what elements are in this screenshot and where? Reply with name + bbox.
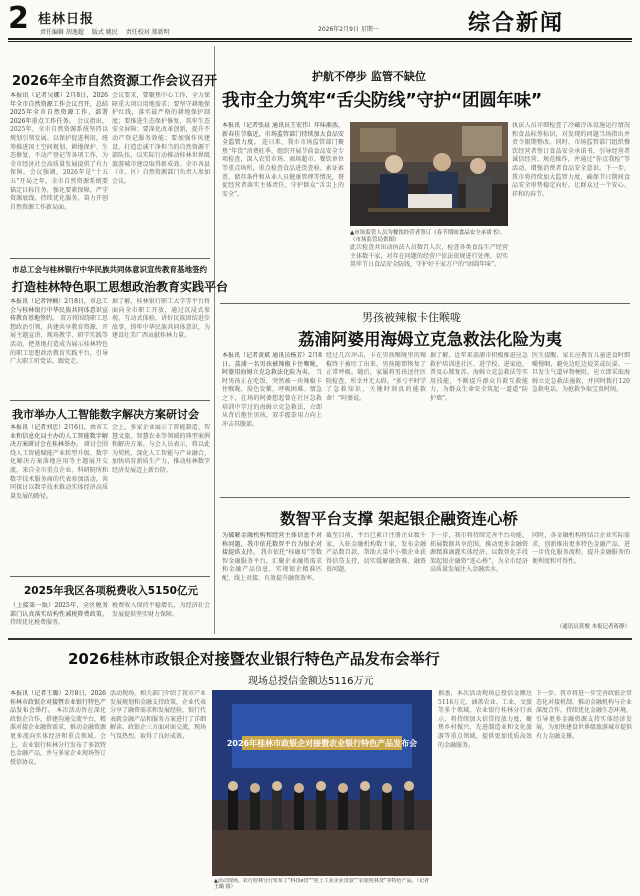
digital-headline: 数智平台支撑 架起银企融资连心桥 xyxy=(280,510,518,528)
article-body: （上接第一版）2025年，全区税务部门认真落实结构性减税降费政策。 持续优化税费服务。 xyxy=(10,602,108,627)
article-lead: 本报讯（记者张晨 通讯员王宏伟）年味渐浓，新春佳节临近，市场监管部门持续加大食品安全监管力度。 xyxy=(222,122,344,147)
article-byline: （通讯员黄俊 本报记者蒋静） xyxy=(556,624,630,630)
main-kicker: 护航不停步 监管不缺位 xyxy=(312,70,426,83)
article-body: 执法人员详细检查了冷藏冷冻设施运行情况和食品标签标识，对发现的问题当场指出并责令限期整改。同时，市场监管部门组织餐饮经营者签订食品安全承诺书，引导经营者诚信经营、规范操作，并通过“你点我检”等活动，增强消费者食品安全意识。下一步，我市将持续加大监管力度，确保节日期间食品安全形势稳定向好，让群众过一个安心、祥和的春节。 xyxy=(512,122,630,198)
article-body: 据了解，桂林银行职工大学等平台将面向全市职工开放，通过沉浸式参观、互动式体验，讲好民族团结进步故事，铸牢中华民族共同体意识，为建设壮美广西贡献桂林力量。 xyxy=(112,298,210,340)
article-body: 税费收入保持平稳增长，为经济社会发展提供坚实财力保障。 xyxy=(112,602,210,618)
page-number: 2 xyxy=(8,1,29,36)
article-body: 医生提醒，家长应教育儿童进食时细嚼慢咽，避免边吃边说笑或玩耍。一旦发生气道异物梗阻，应立即采取海姆立克急救法施救，并同时拨打120急救电话，为抢救争取宝贵时间。 xyxy=(532,352,630,394)
paper-name: 桂林日报 xyxy=(38,12,95,27)
photo-caption: ▲市场监管人员为餐饮经营者签订《春节期间食品安全承诺书》。（市场监管局供图） xyxy=(350,230,506,243)
headline-union-signing: 打造桂林特色职工思想政治教育实践平台 xyxy=(12,280,229,294)
masthead-rule xyxy=(8,38,632,40)
kicker-union-signing: 市总工会与桂林银行中华民族共同体意识宣传教育基地签约 xyxy=(12,265,207,274)
article-body: 经过几次冲击，卡在男孩喉咙里的辣椒终于被吐了出来，男孩随即恢复了正常呼吸。随后，家属将男孩送往医院检查，所幸并无大碍。“多亏平时学了急救知识，关键时刻真的能救命！”阿婆说。 xyxy=(326,352,426,402)
editor-credits xyxy=(40,27,176,36)
publication-date: 2026年2月9日 星期一 xyxy=(318,26,379,33)
column-divider xyxy=(214,46,215,634)
headline-ai-seminar: 我市举办人工智能数字解决方案研讨会 xyxy=(12,408,199,421)
article-lead: 本报讯（记者黄斌 通讯员杨芳）2月8日，荔浦一名男孩被辣椒卡住喉咙，阿婆用海姆立克急救法化险为夷。 xyxy=(222,352,322,377)
article-body: 为破解金融机构和经营主体信息不对称问题，我市依托数智平台为银企对接提供支持。 我市依托“桂融易”等数智金融服务平台，汇聚企业融资需求和金融产品信息，实现银企精准匹配、线上对接，有效提升融资效率。 xyxy=(222,532,322,582)
article-body: 本报讯（记者钟楠）2月8日，市总工会与桂林银行中华民族共同体意识宣传教育基地签约。 双方将围绕职工思想政治引领，共建共享教育资源，开展主题宣讲、现场教学、研学实践等活动，把基地打造成为展示桂林特色的职工思想政治教育实践平台，引导广大职工听党话、跟党走。 xyxy=(10,298,108,366)
masthead-rule xyxy=(8,41,632,42)
article-body: 本报讯（记者刘忠）2月6日，由市工业和信息化局主办的人工智能数字解决方案研讨会在桂林举办。 研讨会围绕人工智能赋能产业转型升级、数字化解决方案落地应用等主题展开交流，来自全市重点企业、科研院所和数字技术服务商的代表参加活动，共同探讨以数字技术推动实体经济高质量发展的路径。 xyxy=(10,424,108,500)
article-body: 活动现场，相关部门介绍了我市产业发展规划和金融支持政策，企业代表分享了融资需求和发展经验，银行代表就金融产品和服务方案进行了详细解读。政银企三方面对面交流，现场气氛热烈，取得了良好成效。 xyxy=(110,690,206,740)
headline-tax-revenue: 2025年我区各项税费收入5150亿元 xyxy=(24,585,198,597)
article-lead: 为破解金融机构和经营主体信息不对称问题，我市依托数智平台为银企对接提供支持。 xyxy=(222,532,322,557)
bottom-photo-caption: ▲活动现场，农行桂林分行发布了“科技e贷”“桂上工业企业贷款”“农银桂林贷”等特色产品。（记者王璐 摄） xyxy=(214,878,429,890)
article-body: 会上，多家企业展示了智能制造、智慧文旅、智慧农业等领域的典型案例和解决方案。与会人员表示，将以此为契机，深化人工智能与产业融合，加快培育新质生产力，推动桂林数字经济发展迈上新台阶。 xyxy=(112,424,210,474)
masthead xyxy=(8,1,632,44)
article-lead: （上接第一版）2025年，全区税务部门认真落实结构性减税降费政策。 xyxy=(10,602,108,618)
main-headline: 我市全力筑牢“舌尖防线”守护“团圆年味” xyxy=(222,91,543,111)
bottom-section-rule xyxy=(8,638,632,640)
article-body: 会议要求，要聚焦中心工作，全力保障重大项目用地需求；要坚守耕地保护红线，落实最严格的耕地保护制度；要推进生态保护修复，筑牢生态安全屏障；要深化改革创新，提升不动产登记服务效能；要加强作风建设，打造忠诚干净担当的自然资源干部队伍，以实际行动推动桂林世界级旅游城市建设取得新成效。全市各县（市、区）自然资源部门负责人参加会议。 xyxy=(112,92,210,185)
article-body: 本报讯（记者张晨 通讯员王宏伟）年味渐浓，新春佳节临近，市场监管部门持续加大食品安全监管力度。 连日来，我市市场监管部门聚焦“年货”消费旺季，组织开展节前食品安全专项检查，深入农贸市场、商场超市、餐饮单位等重点场所，重点检查食品进货查验、索证索票、储存条件和从业人员健康管理等情况，督促经营者落实主体责任，守护群众“舌尖上的安全”。 xyxy=(222,122,344,198)
rescue-headline: 荔浦阿婆用海姆立克急救法化险为夷 xyxy=(298,330,562,349)
article-body: 本报讯（记者黄斌 通讯员杨芳）2月8日，荔浦一名男孩被辣椒卡住喉咙，阿婆用海姆立克急救法化险为夷。 当时男孩正在吃饭，突然被一块辣椒卡住喉咙，脸色发紫，呼吸困难。情急之下，在场的阿婆想起曾在社区急救培训中学过的海姆立克急救法，立即从背后抱住男孩，双手握拳用力向上冲击其腹部。 xyxy=(222,352,322,428)
headline-resources-meeting: 2026年全市自然资源工作会议召开 xyxy=(12,74,218,89)
bottom-photo xyxy=(212,690,432,876)
article-lead: 本报讯（记者钟楠）2月8日，市总工会与桂林银行中华民族共同体意识宣传教育基地签约。 xyxy=(10,298,108,323)
article-body: 本报讯（记者王璐）2月8日，2026桂林市政银企对接暨农业银行特色产品发布会举行。 本次活动旨在深化政银企合作，搭建沟通交流平台，精准对接企业融资需求，推动金融资源更多流向实体经济和重点领域。会上，农业银行桂林分行发布了多款特色金融产品，并与多家企业现场签订授信协议。 xyxy=(10,690,106,766)
article-lead: 本报讯（记者刘忠）2月6日，由市工业和信息化局主办的人工智能数字解决方案研讨会在桂林举办。 xyxy=(10,424,108,449)
article-separator xyxy=(220,497,630,498)
bottom-headline: 2026桂林市政银企对接暨农业银行特色产品发布会举行 xyxy=(68,650,440,668)
bottom-subtitle: 现场总授信金额达5116万元 xyxy=(248,676,374,687)
editor-credit: 版式 姚民 xyxy=(91,29,118,36)
article-lead: 本报讯（记者吴娜）2月8日，2026年全市自然资源工作会议召开，总结2025年全市自然资源工作，部署2026年重点工作任务。 xyxy=(10,92,108,125)
article-body: 据了解，近年来荔浦市积极推进应急救护培训进社区、进学校、进家庭，普及心肺复苏、海姆立克急救法等实用技能，不断提升群众自救互救能力，为群众生命安全筑起一道道“防护墙”。 xyxy=(430,352,528,402)
rescue-kicker: 男孩被辣椒卡住喉咙 xyxy=(362,311,461,324)
editor-credit: 责任校对 郑新明 xyxy=(125,29,170,36)
article-body: 下一步，我市将持续完善平台功能，拓展数据共享范围，推动更多金融资源精准滴灌实体经济，以数智化手段架起银企融资“连心桥”，为全市经济高质量发展注入金融活水。 xyxy=(430,532,528,574)
article-lead: 本报讯（记者王璐）2月8日，2026桂林市政银企对接暨农业银行特色产品发布会举行。 xyxy=(10,690,106,715)
article-separator xyxy=(220,303,630,304)
article-separator xyxy=(10,258,210,259)
article-separator xyxy=(10,400,210,401)
article-body: 本报讯（记者吴娜）2月8日，2026年全市自然资源工作会议召开，总结2025年全市自然资源工作，部署2026年重点工作任务。 会议指出，2025年，全市自然资源系统坚持以规划引领发展、以保护促进利用，统筹推进国土空间规划、耕地保护、生态修复、不动产登记等各项工作，为全市经济社会高质量发展提供了有力保障。会议强调，2026年是“十五五”开局之年，全市自然资源系统要锚定目标任务，强化要素保障，严守资源底线，持续优化服务，奋力开创自然资源工作新局面。 xyxy=(10,92,108,211)
section-title: 综合新闻 xyxy=(468,11,565,36)
article-body: 截至目前，平台已累计注册企业数千家，入驻金融机构数十家，发布金融产品数百款，帮助大量中小微企业获得信贷支持，切实缓解融资难、融资贵问题。 xyxy=(326,532,426,574)
banner-text: 2026年桂林市政银企对接暨农业银行特色产品发布会 xyxy=(226,739,418,748)
main-photo xyxy=(350,122,508,226)
article-body: 下一步，我市将进一步完善政银企常态化对接机制，推动金融机构与企业深度合作，持续优化金融生态环境，引导更多金融资源支持实体经济发展，为加快建设世界级旅游城市提供有力金融支撑。 xyxy=(536,690,632,740)
article-body: 同时，各金融机构将结合企业实际需求，创新推出更多特色金融产品，进一步优化服务流程，提升金融服务的便利度和可得性。 xyxy=(532,532,630,565)
article-body: 据悉，本次活动现场总授信金额达5116万元，涵盖农业、工业、文旅等多个领域。农业银行桂林分行表示，将持续加大信贷投放力度，聚焦乡村振兴、先进制造业和文化旅游等重点领域，提供更加优质高效的金融服务。 xyxy=(438,690,532,749)
article-separator xyxy=(10,576,210,577)
article-body: 此次检查共出动执法人员数百人次，检查各类食品生产经营主体数千家，对存在问题的经营户依法依规进行处理，切实筑牢节日食品安全防线，守护好千家万户的“团圆年味”。 xyxy=(350,244,508,269)
editor-credit: 责任编辑 胡逸超 xyxy=(40,29,84,36)
